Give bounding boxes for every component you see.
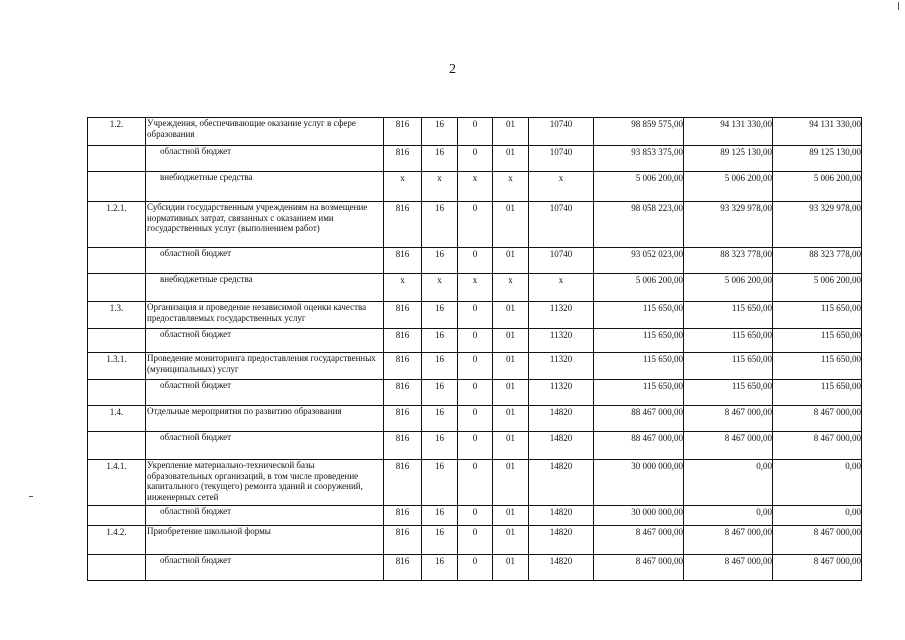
code-cell: 16 (422, 406, 458, 432)
row-name: Отдельные мероприятия по развитию образования (146, 406, 384, 432)
scan-mark (898, 2, 899, 10)
code-cell: 14820 (529, 406, 594, 432)
row-number (88, 146, 146, 172)
code-cell: 01 (493, 302, 529, 329)
row-name: внебюджетные средства (146, 274, 384, 302)
row-number (88, 172, 146, 202)
code-cell: 816 (384, 118, 422, 146)
code-cell: 16 (422, 353, 458, 380)
table-row (88, 506, 862, 526)
code-cell: 01 (493, 118, 529, 146)
code-cell: 16 (422, 146, 458, 172)
amount-cell: 5 006 200,00 (684, 274, 773, 302)
row-name: Укрепление материально-технической базы образовательных организаций, в том числе проведение капитального (текущего) ремонта зданий и сооружений, инженерных сетей (146, 460, 384, 506)
row-name: внебюджетные средства (146, 172, 384, 202)
row-name: областной бюджет (146, 555, 384, 581)
amount-cell: 8 467 000,00 (684, 406, 773, 432)
code-cell: х (458, 274, 493, 302)
amount-cell: 115 650,00 (594, 329, 684, 353)
code-cell: 11320 (529, 302, 594, 329)
row-number: 1.2. (88, 118, 146, 146)
row-name: областной бюджет (146, 329, 384, 353)
amount-cell: 89 125 130,00 (773, 146, 862, 172)
code-cell: 10740 (529, 146, 594, 172)
row-number (88, 380, 146, 406)
code-cell: 0 (458, 460, 493, 506)
code-cell: 816 (384, 329, 422, 353)
amount-cell: 88 323 778,00 (773, 248, 862, 274)
code-cell: 816 (384, 506, 422, 526)
amount-cell: 8 467 000,00 (684, 432, 773, 460)
code-cell: 01 (493, 526, 529, 555)
row-number (88, 555, 146, 581)
code-cell: 16 (422, 329, 458, 353)
page-number: 2 (449, 62, 456, 77)
table-row (88, 248, 862, 274)
amount-cell: 93 052 023,00 (594, 248, 684, 274)
code-cell: 0 (458, 506, 493, 526)
code-cell: 01 (493, 460, 529, 506)
row-name: Учреждения, обеспечивающие оказание услуг в сфере образования (146, 118, 384, 146)
code-cell: 0 (458, 202, 493, 248)
code-cell: 16 (422, 248, 458, 274)
row-name: Проведение мониторинга предоставления государственных (муниципальных) услуг (146, 353, 384, 380)
code-cell: х (422, 172, 458, 202)
amount-cell: 8 467 000,00 (773, 406, 862, 432)
budget-table (87, 117, 862, 581)
amount-cell: 115 650,00 (684, 353, 773, 380)
amount-cell: 94 131 330,00 (773, 118, 862, 146)
code-cell: 816 (384, 460, 422, 506)
code-cell: 0 (458, 555, 493, 581)
amount-cell: 8 467 000,00 (773, 555, 862, 581)
amount-cell: 5 006 200,00 (773, 172, 862, 202)
code-cell: 01 (493, 248, 529, 274)
amount-cell: 5 006 200,00 (594, 172, 684, 202)
code-cell: 0 (458, 118, 493, 146)
code-cell: 0 (458, 526, 493, 555)
code-cell: 0 (458, 329, 493, 353)
row-number: 1.4.1. (88, 460, 146, 506)
code-cell: х (493, 172, 529, 202)
table-row (88, 202, 862, 248)
code-cell: х (384, 274, 422, 302)
amount-cell: 8 467 000,00 (594, 526, 684, 555)
row-number (88, 248, 146, 274)
code-cell: х (458, 172, 493, 202)
amount-cell: 30 000 000,00 (594, 460, 684, 506)
amount-cell: 115 650,00 (594, 380, 684, 406)
table-row (88, 172, 862, 202)
code-cell: 16 (422, 202, 458, 248)
code-cell: 11320 (529, 329, 594, 353)
table-row (88, 302, 862, 329)
amount-cell: 94 131 330,00 (684, 118, 773, 146)
table-row (88, 274, 862, 302)
amount-cell: 115 650,00 (773, 329, 862, 353)
code-cell: 816 (384, 202, 422, 248)
code-cell: 16 (422, 460, 458, 506)
amount-cell: 115 650,00 (684, 329, 773, 353)
row-number: 1.3. (88, 302, 146, 329)
amount-cell: 89 125 130,00 (684, 146, 773, 172)
amount-cell: 115 650,00 (773, 380, 862, 406)
code-cell: 10740 (529, 118, 594, 146)
code-cell: 14820 (529, 432, 594, 460)
code-cell: 816 (384, 353, 422, 380)
amount-cell: 5 006 200,00 (773, 274, 862, 302)
amount-cell: 115 650,00 (684, 302, 773, 329)
code-cell: 0 (458, 353, 493, 380)
amount-cell: 0,00 (773, 506, 862, 526)
table-row (88, 146, 862, 172)
amount-cell: 5 006 200,00 (684, 172, 773, 202)
code-cell: 0 (458, 302, 493, 329)
code-cell: х (529, 172, 594, 202)
code-cell: 0 (458, 146, 493, 172)
code-cell: 0 (458, 248, 493, 274)
code-cell: 10740 (529, 202, 594, 248)
code-cell: 14820 (529, 460, 594, 506)
row-number: 1.4.2. (88, 526, 146, 555)
code-cell: 816 (384, 526, 422, 555)
row-number (88, 506, 146, 526)
code-cell: 14820 (529, 506, 594, 526)
amount-cell: 8 467 000,00 (773, 432, 862, 460)
code-cell: 816 (384, 432, 422, 460)
amount-cell: 98 058 223,00 (594, 202, 684, 248)
amount-cell: 88 323 778,00 (684, 248, 773, 274)
code-cell: 11320 (529, 353, 594, 380)
row-number: 1.4. (88, 406, 146, 432)
code-cell: 01 (493, 146, 529, 172)
row-name: Организация и проведение независимой оценки качества предоставляемых государственных услуг (146, 302, 384, 329)
row-number (88, 274, 146, 302)
table-row (88, 353, 862, 380)
code-cell: 01 (493, 432, 529, 460)
scan-mark (29, 496, 33, 497)
code-cell: 16 (422, 432, 458, 460)
amount-cell: 115 650,00 (594, 353, 684, 380)
code-cell: 0 (458, 380, 493, 406)
amount-cell: 8 467 000,00 (684, 555, 773, 581)
code-cell: 816 (384, 146, 422, 172)
table-row (88, 526, 862, 555)
code-cell: 16 (422, 506, 458, 526)
row-name: Субсидии государственным учреждениям на возмещение нормативных затрат, связанных с оказанием ими государственных услуг (выполнением работ) (146, 202, 384, 248)
code-cell: 816 (384, 406, 422, 432)
row-number: 1.3.1. (88, 353, 146, 380)
code-cell: 14820 (529, 526, 594, 555)
code-cell: 816 (384, 302, 422, 329)
row-name: Приобретение школьной формы (146, 526, 384, 555)
table-row (88, 406, 862, 432)
code-cell: 16 (422, 526, 458, 555)
code-cell: 816 (384, 380, 422, 406)
code-cell: 0 (458, 432, 493, 460)
amount-cell: 8 467 000,00 (684, 526, 773, 555)
table-row (88, 329, 862, 353)
table-row (88, 380, 862, 406)
code-cell: х (422, 274, 458, 302)
amount-cell: 93 853 375,00 (594, 146, 684, 172)
code-cell: 816 (384, 248, 422, 274)
amount-cell: 88 467 000,00 (594, 406, 684, 432)
code-cell: 01 (493, 555, 529, 581)
row-name: областной бюджет (146, 380, 384, 406)
row-name: областной бюджет (146, 432, 384, 460)
code-cell: 01 (493, 202, 529, 248)
code-cell: 11320 (529, 380, 594, 406)
code-cell: х (384, 172, 422, 202)
table-row (88, 460, 862, 506)
code-cell: х (493, 274, 529, 302)
amount-cell: 8 467 000,00 (594, 555, 684, 581)
table-row (88, 555, 862, 581)
code-cell: 0 (458, 406, 493, 432)
amount-cell: 0,00 (684, 460, 773, 506)
code-cell: 16 (422, 555, 458, 581)
code-cell: х (529, 274, 594, 302)
table-row (88, 432, 862, 460)
amount-cell: 115 650,00 (594, 302, 684, 329)
row-number: 1.2.1. (88, 202, 146, 248)
code-cell: 10740 (529, 248, 594, 274)
row-name: областной бюджет (146, 506, 384, 526)
code-cell: 01 (493, 380, 529, 406)
amount-cell: 8 467 000,00 (773, 526, 862, 555)
row-number (88, 329, 146, 353)
row-name: областной бюджет (146, 248, 384, 274)
code-cell: 01 (493, 353, 529, 380)
amount-cell: 93 329 978,00 (684, 202, 773, 248)
code-cell: 16 (422, 302, 458, 329)
row-number (88, 432, 146, 460)
amount-cell: 0,00 (773, 460, 862, 506)
amount-cell: 5 006 200,00 (594, 274, 684, 302)
code-cell: 14820 (529, 555, 594, 581)
table-row (88, 118, 862, 146)
code-cell: 01 (493, 506, 529, 526)
amount-cell: 88 467 000,00 (594, 432, 684, 460)
code-cell: 16 (422, 380, 458, 406)
amount-cell: 115 650,00 (773, 302, 862, 329)
amount-cell: 0,00 (684, 506, 773, 526)
code-cell: 01 (493, 329, 529, 353)
code-cell: 816 (384, 555, 422, 581)
code-cell: 01 (493, 406, 529, 432)
amount-cell: 98 859 575,00 (594, 118, 684, 146)
amount-cell: 115 650,00 (684, 380, 773, 406)
code-cell: 16 (422, 118, 458, 146)
row-name: областной бюджет (146, 146, 384, 172)
amount-cell: 93 329 978,00 (773, 202, 862, 248)
amount-cell: 115 650,00 (773, 353, 862, 380)
amount-cell: 30 000 000,00 (594, 506, 684, 526)
